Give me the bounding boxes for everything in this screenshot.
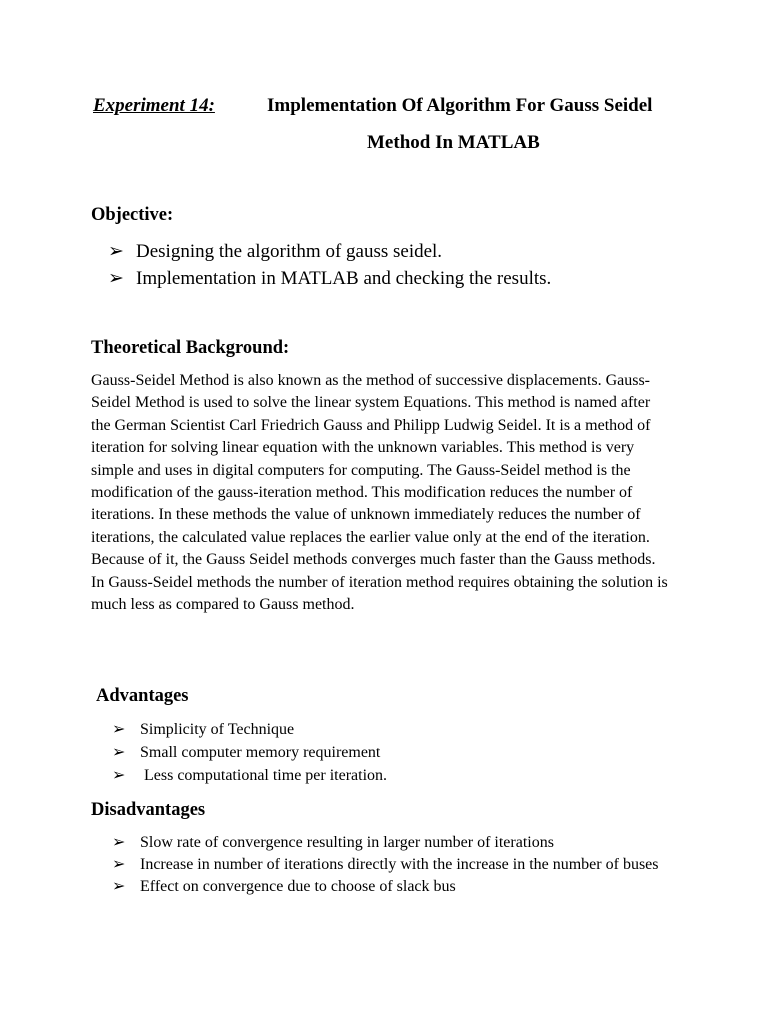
list-item — [112, 741, 387, 764]
objective-item-text: Implementation in MATLAB and checking the results. — [136, 268, 552, 289]
disadvantages-heading: Disadvantages — [91, 800, 206, 820]
list-item — [112, 832, 672, 854]
objective-list — [108, 238, 551, 292]
experiment-label: Experiment 14: — [93, 95, 215, 116]
objective-heading: Objective: — [91, 205, 174, 225]
arrow-bullet-icon: ➢ — [112, 878, 126, 895]
advantages-heading: Advantages — [96, 686, 189, 706]
list-item — [112, 718, 387, 741]
arrow-bullet-icon: ➢ — [112, 834, 126, 851]
disadvantage-item-text: Slow rate of convergence resulting in larger number of iterations — [140, 834, 554, 851]
list-item — [112, 876, 672, 898]
arrow-bullet-icon: ➢ — [112, 767, 126, 784]
document-title-line-2: Method In MATLAB — [367, 132, 540, 153]
disadvantage-item-text: Increase in number of iterations directly with the increase in the number of buses — [140, 856, 659, 873]
objective-item-text: Designing the algorithm of gauss seidel. — [136, 241, 443, 262]
arrow-bullet-icon: ➢ — [112, 856, 126, 873]
disadvantages-list — [112, 832, 672, 898]
advantage-item-text: Small computer memory requirement — [140, 744, 381, 761]
list-item — [112, 764, 387, 787]
list-item — [108, 238, 551, 265]
disadvantage-item-text: Effect on convergence due to choose of slack bus — [140, 878, 456, 895]
advantage-item-text: Simplicity of Technique — [140, 721, 295, 738]
background-paragraph: Gauss-Seidel Method is also known as the method of successive displacements. Gauss-Seidel Method is used to solve the linear system Equations. This method is named after the German Scientist Carl Friedrich Gauss and Philipp Ludwig Seidel. It is a method of iteration for solving linear equation with the unknown variables. This method is very simple and uses in digital computers for computing. The Gauss-Seidel method is the modification of the gauss-iteration method. This modification reduces the number of iterations. In these methods the value of unknown immediately reduces the number of iterations, the calculated value replaces the earlier value only at the end of the iteration. Because of it, the Gauss Seidel methods converges much faster than the Gauss methods. In Gauss-Seidel methods the number of iteration method requires obtaining the solution is much less as compared to Gauss method. — [91, 372, 668, 614]
list-item — [108, 265, 551, 292]
advantage-item-text: Less computational time per iteration. — [140, 767, 388, 784]
arrow-bullet-icon: ➢ — [108, 241, 124, 262]
advantages-list — [112, 718, 387, 787]
document-title-line-1: Implementation Of Algorithm For Gauss Seidel — [267, 95, 653, 116]
theoretical-background-heading: Theoretical Background: — [91, 338, 290, 358]
list-item — [112, 854, 672, 876]
arrow-bullet-icon: ➢ — [112, 744, 126, 761]
arrow-bullet-icon: ➢ — [112, 721, 126, 738]
arrow-bullet-icon: ➢ — [108, 268, 124, 289]
